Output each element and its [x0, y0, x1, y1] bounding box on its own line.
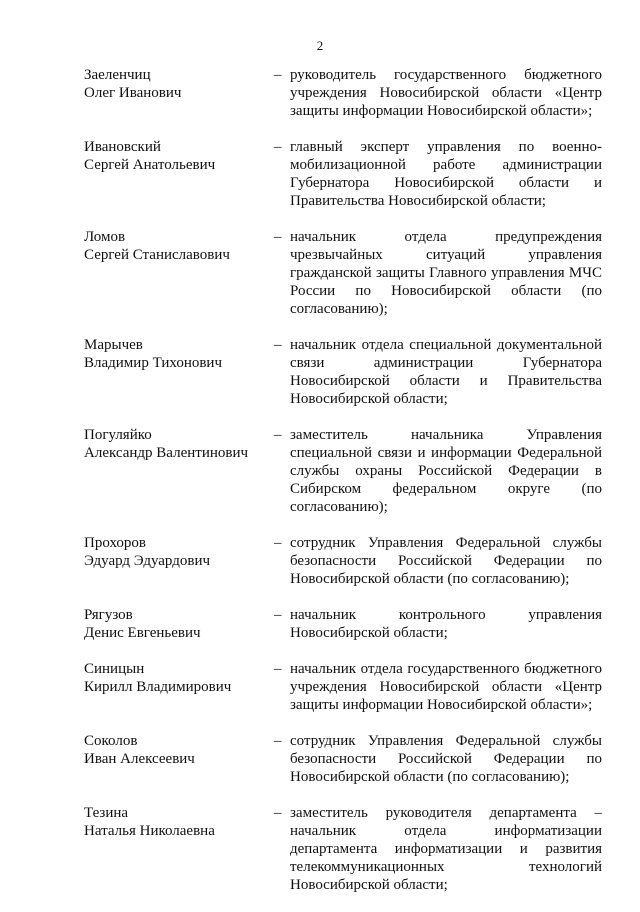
member-position: заместитель начальника Управления специальной связи и информации Федеральной службы охраны Российской Федерации в Сибирском федеральном округе (по согласованию); [290, 427, 602, 515]
member-surname: Погуляйко [84, 427, 152, 443]
member-name [84, 732, 274, 786]
list-item [84, 534, 604, 588]
member-surname: Заеленчиц [84, 67, 151, 83]
member-name [84, 660, 274, 714]
dash-separator: – [274, 661, 282, 677]
member-name [84, 336, 274, 408]
member-position: начальник отдела предупреждения чрезвычайных ситуаций управления гражданской защиты Главного управления МЧС России по Новосибирской области (по согласованию); [290, 229, 602, 317]
member-position: сотрудник Управления Федеральной службы безопасности Российской Федерации по Новосибирской области (по согласованию); [290, 535, 602, 587]
dash-separator: – [274, 337, 282, 353]
member-given-name: Сергей Станиславович [84, 247, 230, 263]
member-position: начальник отдела государственного бюджетного учреждения Новосибирской области «Центр защиты информации Новосибирской области»; [290, 661, 602, 713]
list-item [84, 804, 604, 894]
member-surname: Тезина [84, 805, 129, 821]
dash-separator: – [274, 139, 282, 155]
member-name [84, 804, 274, 894]
member-surname: Марычев [84, 337, 143, 353]
member-name [84, 534, 274, 588]
member-surname: Прохоров [84, 535, 146, 551]
member-position: начальник отдела специальной документальной связи администрации Губернатора Новосибирской области и Правительства Новосибирской области; [290, 337, 602, 407]
dash-separator: – [274, 67, 282, 83]
member-name [84, 228, 274, 318]
member-surname: Синицын [84, 661, 145, 677]
member-position: главный эксперт управления по военно-мобилизационной работе администрации Губернатора Новосибирской области и Правительства Новосибирской области; [290, 139, 602, 209]
page-number: 2 [316, 38, 324, 53]
member-name [84, 138, 274, 210]
dash-separator: – [274, 607, 282, 623]
member-given-name: Иван Алексеевич [84, 751, 195, 767]
dash-separator: – [274, 427, 282, 443]
dash-separator: – [274, 535, 282, 551]
list-item [84, 66, 604, 120]
dash-separator: – [274, 805, 282, 821]
member-given-name: Владимир Тихонович [84, 355, 223, 371]
list-item [84, 426, 604, 516]
member-name [84, 66, 274, 120]
list-item [84, 732, 604, 786]
member-given-name: Сергей Анатольевич [84, 157, 216, 173]
member-given-name: Денис Евгеньевич [84, 625, 201, 641]
member-given-name: Александр Валентинович [84, 445, 249, 461]
member-position: сотрудник Управления Федеральной службы безопасности Российской Федерации по Новосибирской области (по согласованию); [290, 733, 602, 785]
list-item [84, 138, 604, 210]
member-given-name: Кирилл Владимирович [84, 679, 232, 695]
list-item [84, 660, 604, 714]
member-position: заместитель руководителя департамента – начальник отдела информатизации департамента информатизации и развития телекоммуникационных технологий Новосибирской области; [290, 805, 602, 893]
list-item [84, 336, 604, 408]
member-given-name: Наталья Николаевна [84, 823, 215, 839]
member-surname: Соколов [84, 733, 138, 749]
member-position: начальник контрольного управления Новосибирской области; [290, 607, 602, 641]
member-surname: Ивановский [84, 139, 161, 155]
member-list [84, 66, 604, 912]
member-name [84, 606, 274, 642]
member-surname: Рягузов [84, 607, 133, 623]
dash-separator: – [274, 733, 282, 749]
member-given-name: Олег Иванович [84, 85, 182, 101]
list-item [84, 228, 604, 318]
member-given-name: Эдуард Эдуардович [84, 553, 211, 569]
dash-separator: – [274, 229, 282, 245]
member-position: руководитель государственного бюджетного учреждения Новосибирской области «Центр защиты информации Новосибирской области»; [290, 67, 602, 119]
member-surname: Ломов [84, 229, 126, 245]
member-name [84, 426, 274, 516]
list-item [84, 606, 604, 642]
